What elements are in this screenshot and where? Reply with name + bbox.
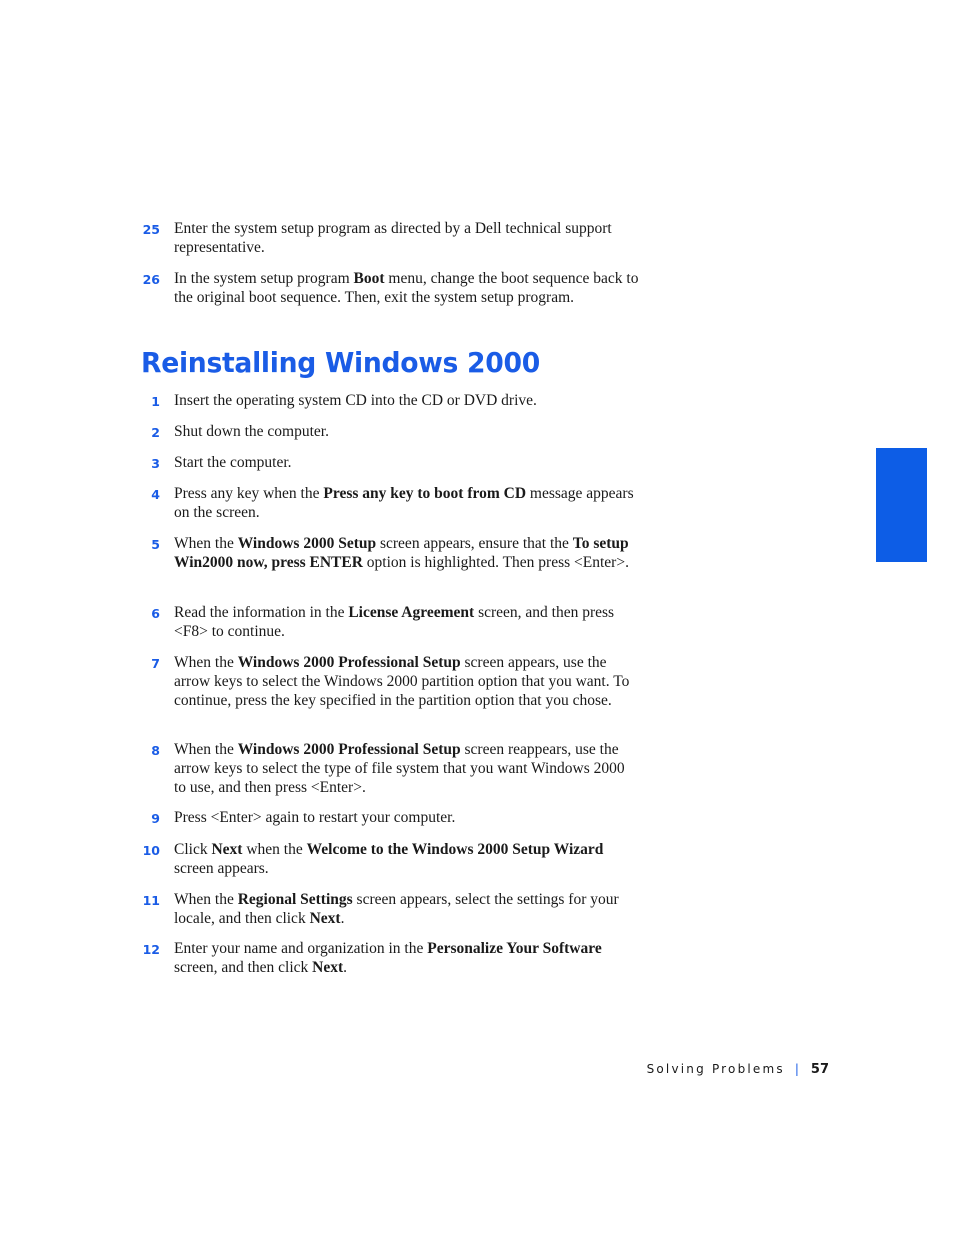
ui-term: Windows 2000 Professional Setup	[237, 741, 461, 758]
step-text-run: Enter your name and organization in the	[174, 940, 428, 957]
step-text	[174, 453, 640, 472]
step-item	[140, 484, 640, 522]
footer-section-title: Solving Problems	[646, 1062, 785, 1076]
step-text-run: Insert the operating system CD into the CD or DVD drive.	[174, 392, 537, 409]
step-text-run: menu, change the boot sequence back to the original boot sequence. Then, exit the system setup program.	[174, 270, 639, 306]
step-text-run: Press <Enter> again to restart your computer.	[174, 809, 456, 826]
step-number: 6	[151, 606, 160, 621]
step-item	[140, 840, 640, 878]
ui-term: Welcome to the Windows 2000 Setup Wizard	[306, 841, 604, 858]
ui-term: Next	[309, 910, 341, 927]
step-text	[174, 269, 640, 307]
ui-term: Press any key to boot from CD	[323, 485, 527, 502]
step-item	[140, 653, 640, 710]
step-number: 1	[151, 394, 160, 409]
step-text	[174, 740, 640, 797]
ui-term: Regional Settings	[237, 891, 353, 908]
step-text-run: screen, and then click	[174, 959, 313, 976]
step-item	[140, 534, 640, 572]
step-text-run: screen appears, use the arrow keys to select the Windows 2000 partition option that you want. To continue, press the key specified in the partition option that you chose.	[174, 654, 630, 709]
section-heading: Reinstalling Windows 2000	[141, 346, 540, 379]
step-text-run: Press any key when the	[174, 485, 324, 502]
step-number: 10	[142, 843, 160, 858]
step-item	[140, 808, 640, 827]
page-footer	[600, 1062, 829, 1077]
step-text-run: screen reappears, use the arrow keys to select the type of file system that you want Windows 2000 to use, and then press <Enter>.	[174, 741, 625, 796]
step-text-run: screen appears.	[174, 860, 269, 877]
step-text-run: Enter the system setup program as directed by a Dell technical support representative.	[174, 220, 612, 256]
step-item	[140, 391, 640, 410]
step-text	[174, 603, 640, 641]
ui-term: Personalize Your Software	[427, 940, 602, 957]
ui-term: To setup Win2000 now, press ENTER	[174, 535, 629, 571]
step-text-run: When the	[174, 891, 238, 908]
step-item	[140, 219, 640, 257]
step-text	[174, 939, 640, 977]
step-text-run: when the	[242, 841, 307, 858]
step-text-run: screen appears, select the settings for your locale, and then click	[174, 891, 619, 927]
step-item	[140, 603, 640, 641]
step-text-run: In the system setup program	[174, 270, 354, 287]
step-text-run: screen appears, ensure that the	[376, 535, 573, 552]
step-number: 3	[151, 456, 160, 471]
ui-term: Boot	[353, 270, 385, 287]
step-number: 11	[142, 893, 160, 908]
step-number: 8	[151, 743, 160, 758]
ui-term: Next	[312, 959, 344, 976]
step-text-run: screen, and then press <F8> to continue.	[174, 604, 615, 640]
step-text-run: option is highlighted. Then press <Enter>.	[362, 554, 629, 571]
ui-term: Windows 2000 Setup	[237, 535, 377, 552]
step-number: 9	[151, 811, 160, 826]
step-number: 2	[151, 425, 160, 440]
step-text	[174, 653, 640, 710]
step-text-run: message appears on the screen.	[174, 485, 634, 521]
step-text	[174, 534, 640, 572]
step-number: 25	[142, 222, 160, 237]
step-item	[140, 890, 640, 928]
step-text-run: .	[340, 910, 345, 927]
step-text-run: Read the information in the	[174, 604, 349, 621]
step-number: 7	[151, 656, 160, 671]
step-item	[140, 269, 640, 307]
step-text	[174, 840, 640, 878]
step-number: 4	[151, 487, 160, 502]
step-text	[174, 422, 640, 441]
step-text-run: When the	[174, 741, 238, 758]
step-text-run: Shut down the computer.	[174, 423, 329, 440]
step-text-run: Start the computer.	[174, 454, 292, 471]
step-text	[174, 484, 640, 522]
ui-term: License Agreement	[348, 604, 475, 621]
step-item	[140, 939, 640, 977]
step-number: 12	[142, 942, 160, 957]
step-text	[174, 808, 640, 827]
step-item	[140, 740, 640, 797]
step-text	[174, 219, 640, 257]
step-text-run: When the	[174, 654, 238, 671]
step-item	[140, 453, 640, 472]
ui-term: Windows 2000 Professional Setup	[237, 654, 461, 671]
step-item	[140, 422, 640, 441]
page-number: 57	[810, 1062, 829, 1077]
ui-term: Next	[211, 841, 243, 858]
step-text-run: Click	[174, 841, 212, 858]
step-text-run: .	[343, 959, 348, 976]
footer-separator: |	[794, 1062, 799, 1076]
step-text	[174, 890, 640, 928]
step-text-run: When the	[174, 535, 238, 552]
step-text	[174, 391, 640, 410]
chapter-side-tab	[876, 448, 927, 562]
step-number: 26	[142, 272, 160, 287]
step-number: 5	[151, 537, 160, 552]
